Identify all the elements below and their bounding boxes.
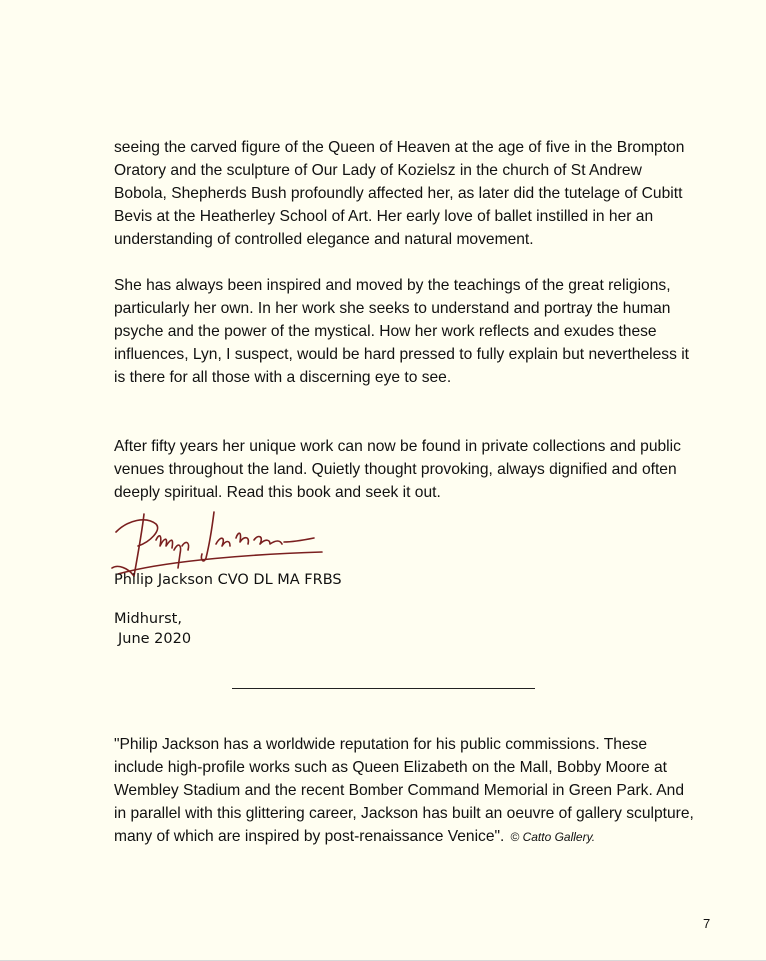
body-paragraph-1: seeing the carved figure of the Queen of Heaven at the age of five in the Brompton Oratory and the sculpture of Our Lady of Kozielsz in the church of St Andrew Bobola, Shepherds Bush profoundly affected her, as later did the tutelage of Cubitt Bevis at the Heatherley School of Art. Her early love of ballet instilled in her an understanding of controlled elegance and natural movement. (114, 139, 685, 248)
page-number: 7 (703, 916, 711, 931)
signatory-name: Philip Jackson CVO DL MA FRBS (114, 572, 342, 588)
signature-block (114, 570, 342, 649)
signature-date: June 2020 (118, 631, 192, 647)
quote-paragraph (114, 733, 694, 849)
section-divider (232, 688, 535, 689)
quote-text: "Philip Jackson has a worldwide reputation for his public commissions. These include high-profile works such as Queen Elizabeth on the Mall, Bobby Moore at Wembley Stadium and the recent Bomber Command Memorial in Green Park. And in parallel with this glittering career, Jackson has built an oeuvre of gallery sculpture, many of which are inspired by post-renaissance Venice". (114, 736, 694, 845)
body-paragraph-3: After fifty years her unique work can now be found in private collections and public venues throughout the land. Quietly thought provoking, always dignified and often deeply spiritual. Read this book and seek it out. (114, 438, 681, 501)
quote-credit: © Catto Gallery. (510, 830, 596, 844)
body-paragraph-2: She has always been inspired and moved by the teachings of the great religions, particularly her own. In her work she seeks to understand and portray the human psyche and the power of the mystical. How her work reflects and exudes these influences, Lyn, I suspect, would be hard pressed to fully explain but nevertheless it is there for all those with a discerning eye to see. (114, 277, 689, 386)
signature-place: Midhurst, (114, 611, 182, 627)
